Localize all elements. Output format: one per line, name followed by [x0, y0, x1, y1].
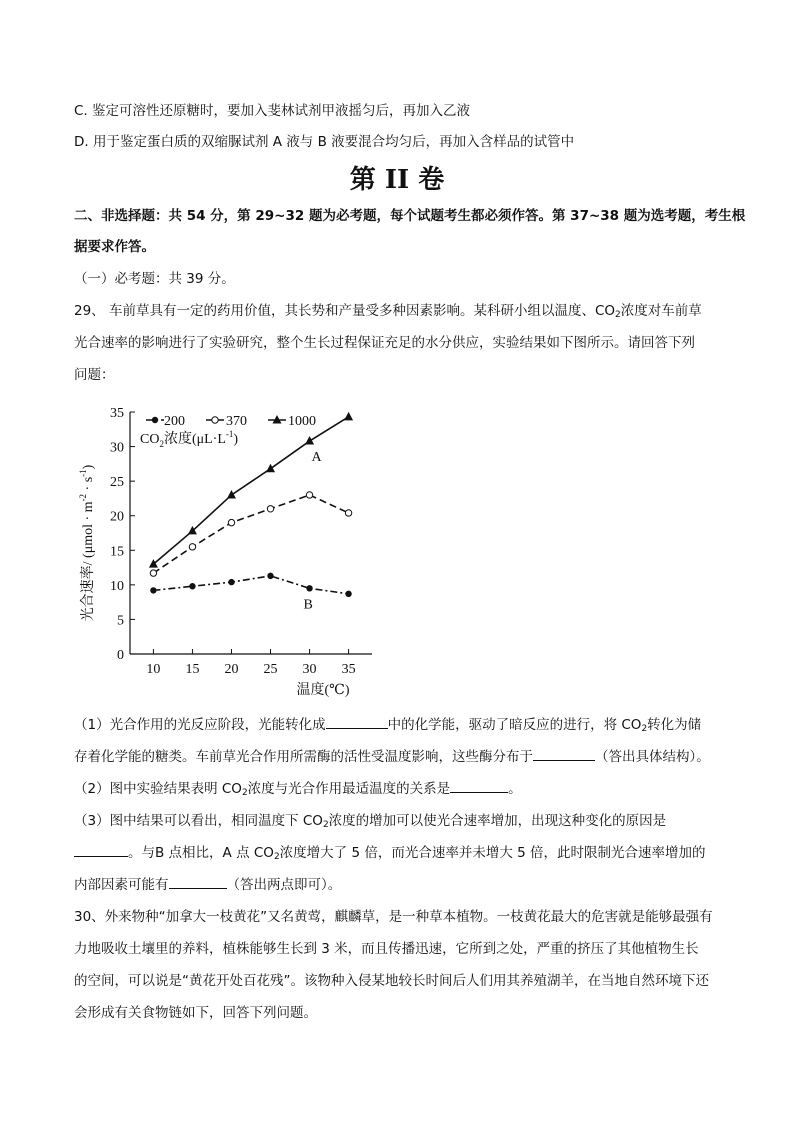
data-point-370: [306, 492, 312, 498]
answer-blank-5[interactable]: [169, 876, 227, 889]
chart-axes: [78, 406, 372, 698]
y-axis-label-sup: -1: [78, 469, 88, 477]
y-tick-label: 30: [110, 440, 124, 456]
q29-s3e: 内部因素可能有: [74, 877, 169, 893]
y-tick-label: 5: [117, 613, 124, 629]
q29-s3a: （3）图中结果可以看出，相同温度下 CO: [74, 813, 323, 829]
legend-marker-200: [152, 417, 158, 423]
y-tick-label: 25: [110, 475, 124, 491]
co2-sub: 2: [241, 788, 248, 798]
data-point-200: [306, 585, 312, 591]
data-point-200: [150, 587, 156, 593]
legend-title-part: CO: [140, 432, 160, 447]
x-tick-label: 20: [224, 662, 239, 677]
co2-sub: 2: [615, 310, 621, 320]
q29-line-2: 光合速率的影响进行了实验研究，整个生长过程保证充足的水分供应，实验结果如下图所示。请回答下列: [74, 335, 695, 351]
legend-title: [140, 429, 238, 449]
y-tick-label: 0: [117, 648, 124, 663]
data-point-1000: [227, 490, 236, 499]
data-point-200: [345, 591, 351, 597]
series-line-200: [153, 576, 348, 594]
q29-sub3-line-2: [74, 844, 706, 862]
data-point-1000: [266, 464, 275, 473]
q29-s3b: 浓度的增加可以使光合速率增加，出现这种变化的原因是: [328, 813, 667, 829]
q29-s1b: 中的化学能，驱动了暗反应的进行，将 CO: [387, 717, 642, 733]
data-point-370: [345, 510, 351, 516]
legend-title-part: 浓度(μL·L: [163, 432, 226, 447]
q29-s1c: 转化为储: [647, 717, 702, 733]
q29-s1d: 存着化学能的糖类。车前草光合作用所需酶的活性受温度影响，这些酶分布于: [74, 749, 533, 765]
y-axis-label-part: ): [81, 464, 96, 470]
legend-title-sup: -1: [225, 429, 234, 439]
q30-line-1: 30、外来物种“加拿大一枝黄花”又名黄莺，麒麟草，是一种草本植物。一枝黄花最大的危害就是能够最强有: [74, 909, 713, 925]
data-point-370: [267, 506, 273, 512]
answer-blank-2[interactable]: [533, 748, 595, 761]
q29-s1e: （答出具体结构）。: [595, 749, 710, 765]
q29-l1b: 浓度对车前草: [620, 303, 702, 319]
legend-label-200: 200: [164, 414, 185, 429]
data-point-370: [189, 544, 195, 550]
x-tick-label: 35: [341, 662, 356, 677]
x-tick-label: 10: [146, 662, 161, 677]
q29-s2b: 浓度与光合作用最适温度的关系是: [247, 781, 451, 797]
co2-sub: 2: [641, 724, 648, 734]
legend-label-370: 370: [226, 414, 247, 429]
co2-sub: 2: [322, 820, 329, 830]
y-axis-label-part: · s: [81, 476, 96, 494]
legend-title-sub: 2: [159, 439, 164, 449]
legend-title-part: ): [233, 432, 239, 447]
legend-marker-370: [212, 417, 218, 423]
x-tick-label: 15: [185, 662, 200, 677]
x-tick-label: 25: [263, 662, 278, 677]
y-tick-label: 10: [110, 578, 124, 594]
x-tick-label: 30: [302, 662, 317, 677]
option-d: D. 用于鉴定蛋白质的双缩脲试剂 A 液与 B 液要混合均匀后，再加入含样品的试管中: [74, 134, 575, 150]
q29-sub2-line: [74, 780, 522, 798]
y-axis-label: [78, 464, 96, 621]
q29-sub1-line-2: [74, 748, 710, 766]
q30-line-4: 会形成有关食物链如下，回答下列问题。: [74, 1005, 317, 1021]
answer-blank-4[interactable]: [74, 844, 128, 857]
data-point-200: [267, 573, 273, 579]
y-tick-label: 35: [110, 406, 124, 421]
annotation-a: A: [311, 450, 322, 466]
series-line-370: [153, 495, 348, 573]
answer-blank-1[interactable]: [326, 716, 388, 729]
annotation-b: B: [303, 597, 313, 613]
x-axis-label: 温度(℃): [296, 683, 350, 698]
q29-sub3-line-1: [74, 812, 666, 830]
q29-s1a: （1）光合作用的光反应阶段，光能转化成: [74, 717, 326, 733]
q29-sub3-line-3: [74, 876, 341, 894]
y-tick-label: 15: [110, 544, 124, 560]
q30-line-2: 力地吸收土壤里的养料，植株能够生长到 3 米，而且传播迅速，它所到之处，严重的挤压了其他植物生长: [74, 941, 699, 957]
y-axis-label-part: 光合速率/ (μmol · m: [81, 501, 96, 622]
y-axis-label-sup: -2: [78, 493, 88, 502]
data-point-200: [228, 579, 234, 585]
q29-s2c: 。: [508, 781, 522, 797]
data-point-200: [189, 583, 195, 589]
q29-s3d: 浓度增大了 5 倍，而光合速率并未增大 5 倍，此时限制光合速率增加的: [279, 845, 706, 861]
data-point-370: [228, 519, 234, 525]
co2-sub: 2: [273, 852, 280, 862]
answer-blank-3[interactable]: [450, 780, 508, 793]
q29-s3c: 。与B 点相比，A 点 CO: [128, 845, 274, 861]
data-point-370: [150, 570, 156, 576]
required-heading: （一）必考题：共 39 分。: [74, 271, 235, 287]
instructions-line-2: 据要求作答。: [74, 239, 155, 255]
section-title: 第 II 卷: [349, 165, 445, 195]
option-c: C. 鉴定可溶性还原糖时，要加入斐林试剂甲液摇匀后，再加入乙液: [74, 103, 471, 119]
data-point-1000: [344, 412, 353, 421]
photosynthesis-chart: [60, 395, 390, 705]
q29-s3f: （答出两点即可）。: [226, 877, 342, 893]
q29-s2a: （2）图中实验结果表明 CO: [74, 781, 242, 797]
q30-line-3: 的空间，可以说是“黄花开处百花残”。该物种入侵某地较长时间后人们用其养殖湖羊，在当地自然环境下还: [74, 973, 709, 989]
y-tick-label: 20: [110, 509, 124, 525]
q29-line-3: 问题：: [74, 367, 115, 383]
q29-line-1: [74, 302, 702, 320]
legend-label-1000: 1000: [288, 414, 316, 429]
instructions-line-1: 二、非选择题：共 54 分，第 29~32 题为必考题，每个试题考生都必须作答。第 37~38 题为选考题，考生根: [74, 208, 746, 224]
q29-sub1-line-1: [74, 716, 701, 734]
chart-legend: [140, 414, 316, 449]
data-point-1000: [305, 436, 314, 445]
q29-l1a: 29、 车前草具有一定的药用价值，其长势和产量受多种因素影响。某科研小组以温度、CO: [74, 303, 616, 319]
